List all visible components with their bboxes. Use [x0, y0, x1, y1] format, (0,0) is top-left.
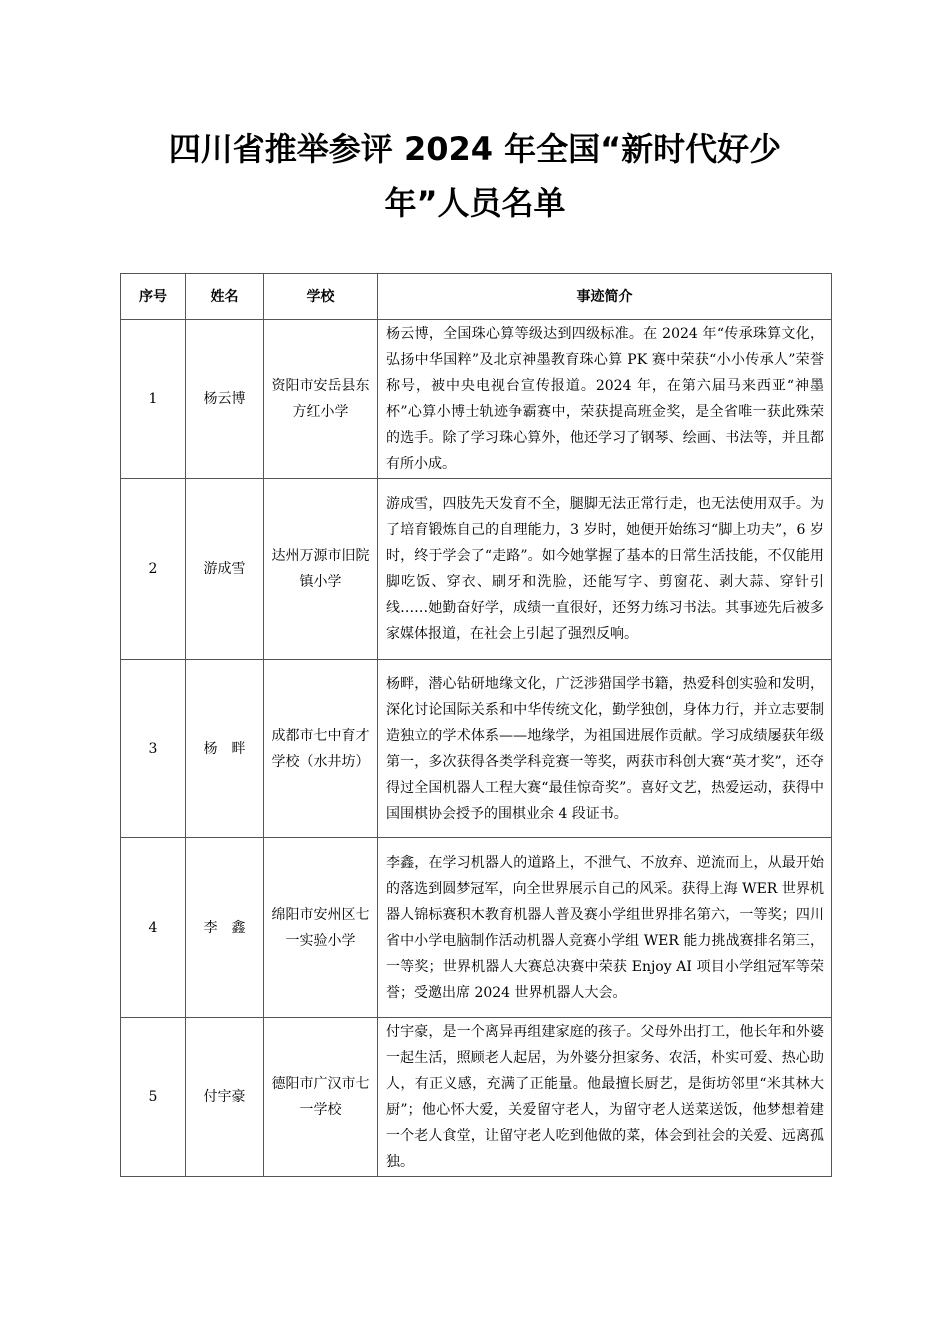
row-desc: 杨云博，全国珠心算等级达到四级标准。在 2024 年“传承珠算文化，弘扬中华国粹”及北京神墨教育珠心算 PK 赛中荣获“小小传承人”荣誉称号，被中央电视台宣传报道。2024 年，在第六届马来西亚“神墨杯”心算小博士轨迹争霸赛中，荣获提高班金奖，是全省唯一获此殊荣的选手。除了学习珠心算外，他还学习了钢琴、绘画、书法等，并且都有所小成。	[378, 320, 832, 479]
row-name: 付宇豪	[186, 1018, 264, 1177]
row-no: 5	[121, 1018, 186, 1177]
table-row	[121, 320, 832, 479]
nominee-table	[120, 273, 832, 1177]
row-school: 达州万源市旧院镇小学	[264, 479, 378, 660]
row-no: 1	[121, 320, 186, 479]
header-desc: 事迹简介	[378, 274, 832, 320]
row-desc: 付宇豪，是一个离异再组建家庭的孩子。父母外出打工，他长年和外婆一起生活，照顾老人起居，为外婆分担家务、农活，朴实可爱、热心助人，有正义感，充满了正能量。他最擅长厨艺，是街坊邻里“米其林大厨”；他心怀大爱，关爱留守老人，为留守老人送菜送饭，他梦想着建一个老人食堂，让留守老人吃到他做的菜，体会到社会的关爱、远离孤独。	[378, 1018, 832, 1177]
row-name: 杨云博	[186, 320, 264, 479]
table-row	[121, 1018, 832, 1177]
row-school: 绵阳市安州区七一实验小学	[264, 838, 378, 1018]
row-no: 3	[121, 660, 186, 838]
row-name: 杨 畔	[186, 660, 264, 838]
row-school: 德阳市广汉市七一学校	[264, 1018, 378, 1177]
title-line-2: 年”人员名单	[384, 184, 566, 222]
row-desc: 李鑫，在学习机器人的道路上，不泄气、不放弃、逆流而上，从最开始的落选到圆梦冠军，向全世界展示自己的风采。获得上海 WER 世界机器人锦标赛积木教育机器人普及赛小学组世界排名第六，一等奖；四川省中小学电脑制作活动机器人竞赛小学组 WER 能力挑战赛排名第三，一等奖；世界机器人大赛总决赛中荣获 Enjoy AI 项目小学组冠军等荣誉；受邀出席 2024 世界机器人大会。	[378, 838, 832, 1018]
row-no: 4	[121, 838, 186, 1018]
header-name: 姓名	[186, 274, 264, 320]
title-line-1: 四川省推举参评 2024 年全国“新时代好少	[168, 130, 782, 168]
row-desc: 杨畔，潜心钻研地缘文化，广泛涉猎国学书籍，热爱科创实验和发明，深化讨论国际关系和中华传统文化，勤学独创，身体力行，并立志要制造独立的学术体系——地缘学，为祖国进展作贡献。学习成绩屡获年级第一，多次获得各类学科竞赛一等奖，两获市科创大赛“英才奖”，还夺得过全国机器人工程大赛“最佳惊奇奖”。喜好文艺，热爱运动，获得中国围棋协会授予的围棋业余 4 段证书。	[378, 660, 832, 838]
row-no: 2	[121, 479, 186, 660]
header-no: 序号	[121, 274, 186, 320]
row-school: 资阳市安岳县东方红小学	[264, 320, 378, 479]
table-row	[121, 660, 832, 838]
table-row	[121, 479, 832, 660]
table-header-row	[121, 274, 832, 320]
header-school: 学校	[264, 274, 378, 320]
table-row	[121, 838, 832, 1018]
row-desc: 游成雪，四肢先天发育不全，腿脚无法正常行走，也无法使用双手。为了培育锻炼自己的自理能力，3 岁时，她便开始练习“脚上功夫”，6 岁时，终于学会了“走路”。如今她掌握了基本的日常生活技能，不仅能用脚吃饭、穿衣、刷牙和洗脸，还能写字、剪窗花、剥大蒜、穿针引线……她勤奋好学，成绩一直很好，还努力练习书法。其事迹先后被多家媒体报道，在社会上引起了强烈反响。	[378, 479, 832, 660]
row-school: 成都市七中育才学校（水井坊）	[264, 660, 378, 838]
document-title	[120, 122, 830, 230]
row-name: 游成雪	[186, 479, 264, 660]
row-name: 李 鑫	[186, 838, 264, 1018]
